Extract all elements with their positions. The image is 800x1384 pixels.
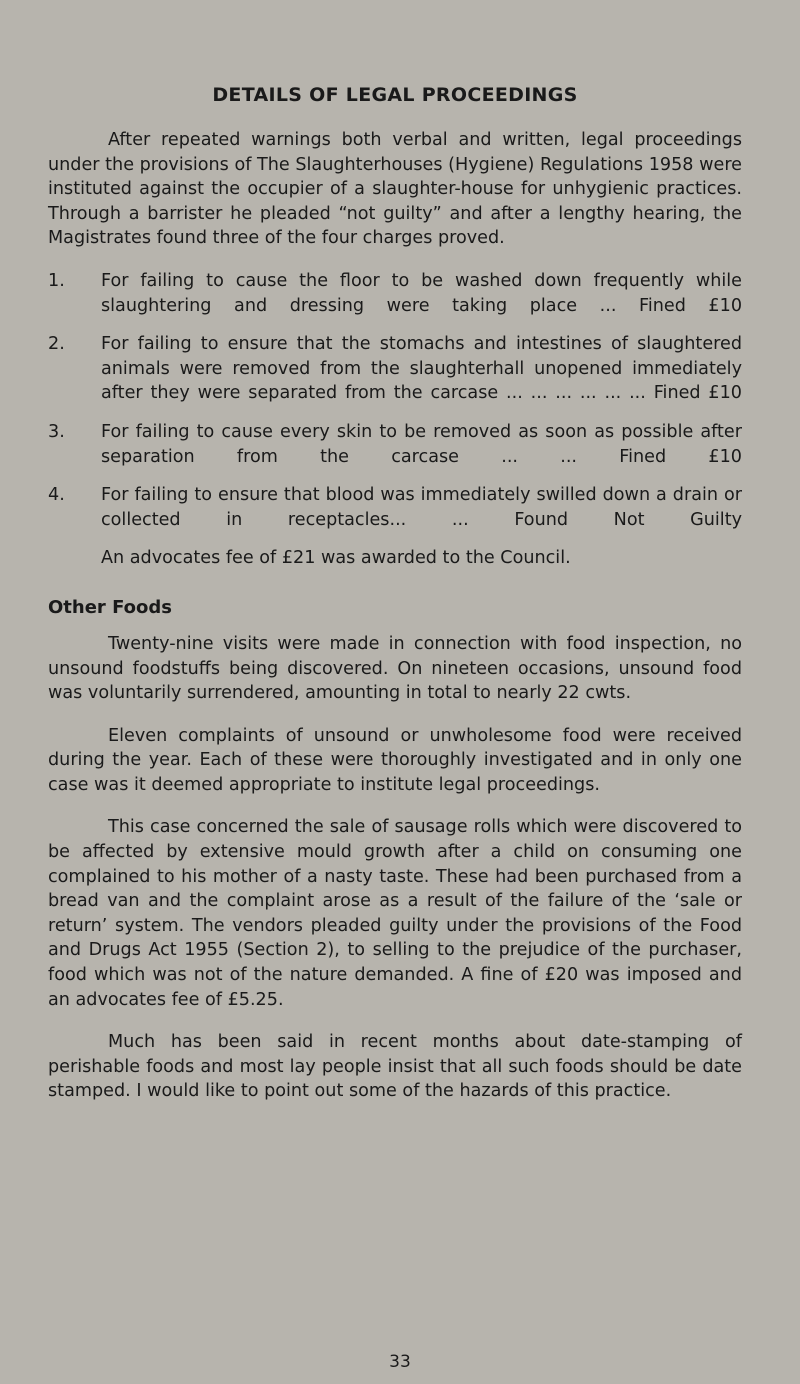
fee-note: An advocates fee of £21 was awarded to the Council. bbox=[101, 548, 571, 569]
charge-number: 2. bbox=[48, 334, 65, 355]
charge-number: 4. bbox=[48, 485, 65, 506]
charge-number: 3. bbox=[48, 421, 65, 442]
charge-outcome: Fined £10 bbox=[639, 295, 743, 316]
charges-list bbox=[48, 269, 742, 532]
charge-item bbox=[48, 332, 742, 406]
intro-paragraph: After repeated warnings both verbal and written, legal proceedings under the provisions of The Slaughterhouses (Hygiene) Regulations 1958 were instituted against the occupier of a slaughter-house for unhygienic practices. Through a barrister he pleaded “not guilty” and after a lengthy hearing, the Magistrates found three of the four charges proved. bbox=[48, 130, 742, 249]
body-paragraph: Eleven complaints of unsound or unwholesome food were received during the year. Each of these were thoroughly investigated and in only one case was it deemed appropriate to institute legal proceedings. bbox=[48, 725, 742, 795]
page-number: 33 bbox=[389, 1352, 411, 1372]
charge-text: For failing to ensure that blood was immediately swilled down a drain or collected in receptacles... ... bbox=[101, 485, 742, 530]
body-paragraph: Much has been said in recent months about date-stamping of perishable foods and most lay people insist that all such foods should be date stamped. I would like to point out some of the hazards of this practice. bbox=[48, 1032, 742, 1102]
charge-number: 1. bbox=[48, 270, 65, 291]
charge-item bbox=[48, 269, 742, 318]
charge-outcome: Found Not Guilty bbox=[514, 509, 743, 530]
body-paragraph: This case concerned the sale of sausage rolls which were discovered to be affected by extensive mould growth after a child on consuming one complained to his mother of a nasty taste. These had been purchased from a bread van and the complaint arose as a result of the failure of the ‘sale or return’ system. The vendors pleaded guilty under the provisions of the Food and Drugs Act 1955 (Section 2), to selling to the prejudice of the purchaser, food which was not of the nature demanded. A fine of £20 was imposed and an advocates fee of £5.25. bbox=[48, 817, 742, 1010]
document-page bbox=[48, 84, 742, 1122]
charge-outcome: Fined £10 bbox=[653, 383, 743, 404]
charge-text: For failing to cause the floor to be washed down frequently while slaughtering and dressing were taking place ... bbox=[101, 270, 742, 316]
charge-item bbox=[48, 420, 742, 469]
charge-outcome: Fined £10 bbox=[619, 446, 742, 467]
body-paragraph: Twenty-nine visits were made in connection with food inspection, no unsound foodstuffs being discovered. On nineteen occasions, unsound food was voluntarily surrendered, amounting in total to nearly 22 cwts. bbox=[48, 633, 742, 704]
section-heading: Other Foods bbox=[48, 596, 172, 618]
charge-text: For failing to cause every skin to be removed as soon as possible after separation from the carcase ... ... bbox=[101, 421, 742, 467]
page-title: DETAILS OF LEGAL PROCEEDINGS bbox=[212, 84, 578, 106]
charge-text: For failing to ensure that the stomachs and intestines of slaughtered animals were removed from the slaughterhall unopened immediately after they were separated from the carcase ... ... ... ... ... ... bbox=[101, 334, 742, 404]
charge-item bbox=[48, 483, 742, 532]
